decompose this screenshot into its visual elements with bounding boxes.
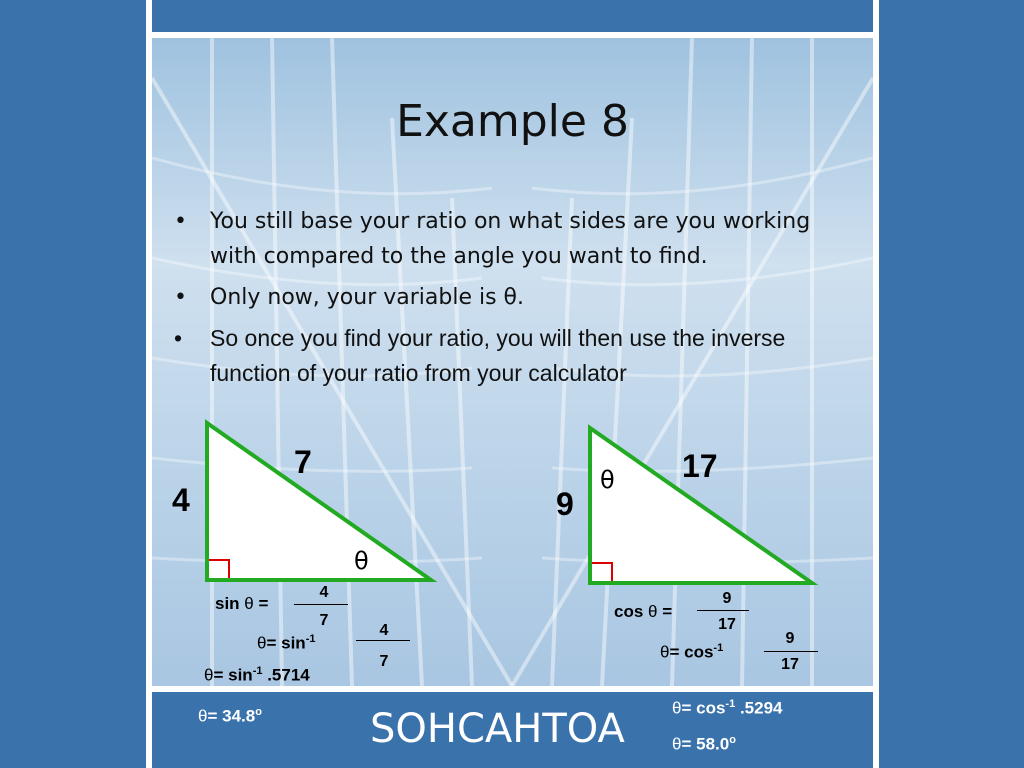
theta: θ — [198, 706, 208, 726]
theta: θ — [257, 633, 267, 653]
fraction-bar — [764, 651, 818, 652]
fraction-bar — [356, 640, 410, 641]
bullet-item: • You still base your ratio on what sides are you working with compared to the angle you want to find. — [170, 204, 860, 274]
theta: θ — [244, 594, 254, 613]
fraction-bar — [697, 610, 749, 611]
rest: = 34.8 — [207, 706, 256, 726]
right-side-label: 9 — [556, 486, 574, 522]
right-eq1-num: 9 — [722, 590, 732, 607]
rest: = 58.0 — [681, 734, 730, 754]
right-eq2-den: 17 — [781, 656, 799, 673]
left-eq2-num: 4 — [379, 622, 389, 639]
equals: = — [258, 594, 269, 613]
left-eq1 — [215, 594, 268, 614]
rest: = sin — [213, 665, 253, 685]
equals: = — [662, 602, 673, 621]
left-angle-label: θ — [354, 547, 369, 575]
left-eq3 — [204, 665, 310, 686]
val: .5714 — [267, 665, 310, 685]
left-eq1-den: 7 — [319, 612, 329, 629]
right-eq2-num: 9 — [785, 630, 795, 647]
left-eq2 — [257, 633, 315, 654]
exp: -1 — [305, 633, 316, 645]
left-hypotenuse-label: 7 — [294, 444, 312, 480]
left-triangle — [207, 423, 431, 580]
theta: θ — [660, 642, 670, 662]
func: cos — [614, 602, 644, 621]
deg: o — [729, 734, 736, 746]
right-hypotenuse-label: 17 — [682, 448, 718, 484]
slide-title: Example 8 — [396, 96, 629, 147]
rest: = cos — [681, 698, 726, 718]
deg: o — [255, 706, 262, 718]
theta: θ — [648, 602, 658, 621]
left-eq1-num: 4 — [319, 584, 329, 601]
exp: -1 — [725, 698, 736, 710]
fraction-bar — [294, 604, 348, 605]
right-eq1-den: 17 — [718, 616, 736, 633]
theta: θ — [672, 734, 682, 754]
theta: θ — [672, 698, 682, 718]
right-eq4 — [672, 734, 736, 755]
footer-title: SOHCAHTOA — [370, 706, 625, 752]
exp: -1 — [713, 642, 724, 654]
rest: = sin — [266, 633, 306, 653]
right-eq2 — [660, 642, 723, 663]
left-eq2-den: 7 — [379, 653, 389, 670]
right-eq1 — [614, 602, 672, 622]
val: .5294 — [739, 698, 783, 718]
bullet-item: • So once you find your ratio, you will then use the inverse function of your ratio from your calculator — [170, 321, 860, 391]
rest: = cos — [669, 642, 714, 662]
right-angle-label: θ — [600, 466, 615, 494]
right-eq3 — [672, 698, 782, 719]
exp: -1 — [252, 665, 263, 677]
left-eq4 — [198, 706, 262, 727]
left-side-label: 4 — [172, 482, 190, 518]
func: sin — [215, 594, 240, 613]
bullet-item: • Only now, your variable is θ. — [170, 280, 860, 315]
theta: θ — [204, 665, 214, 685]
